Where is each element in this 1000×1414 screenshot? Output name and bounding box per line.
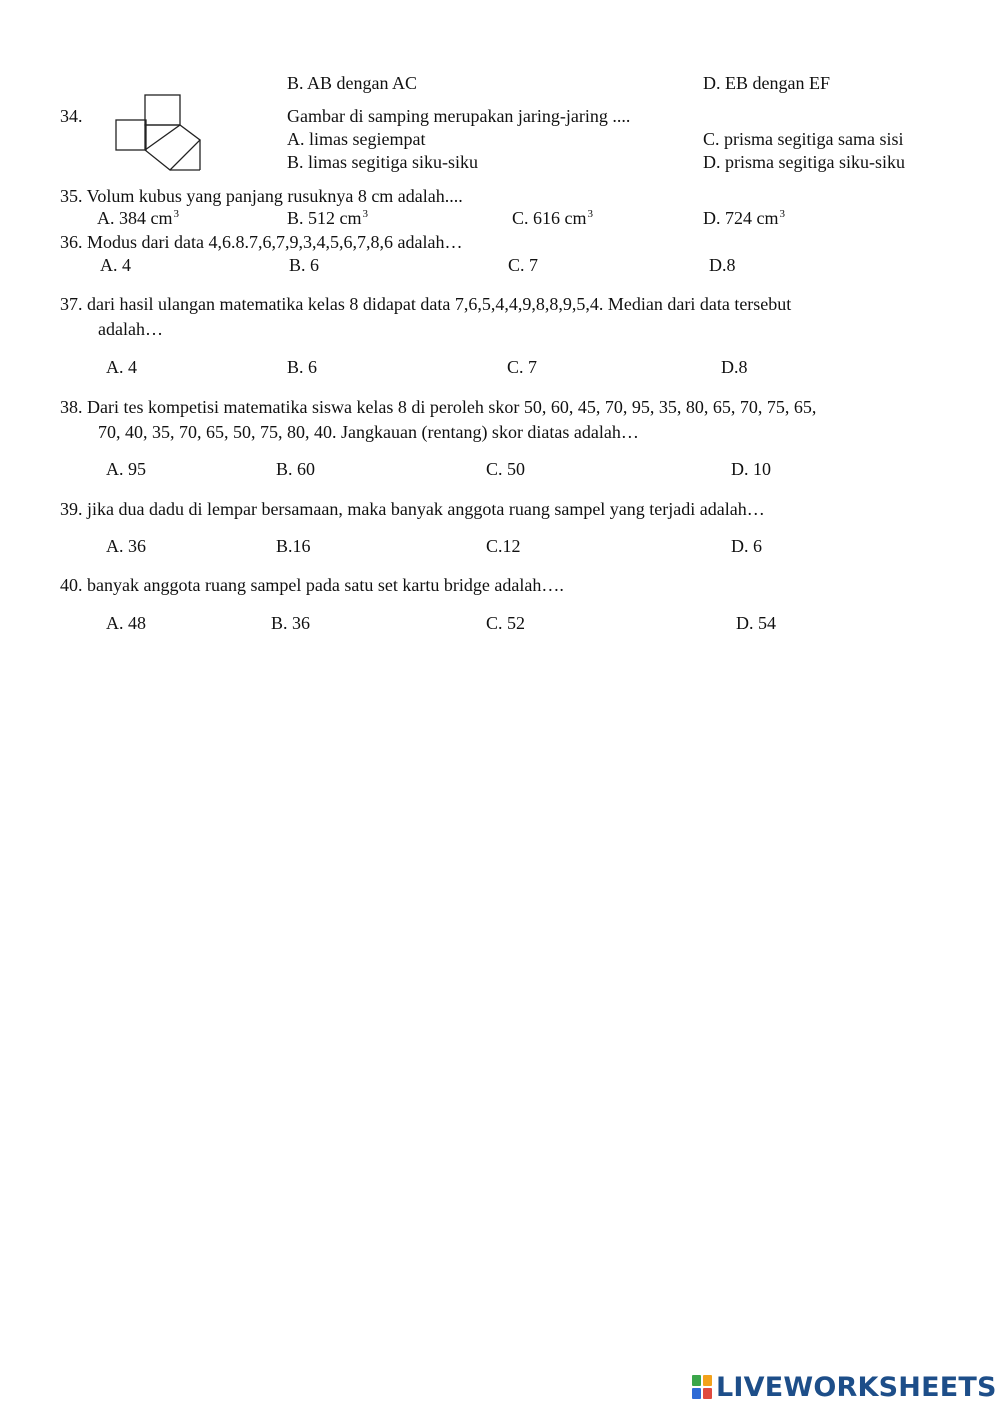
liveworksheets-logo [692, 1373, 997, 1401]
q36-option-b[interactable]: B. 6 [289, 255, 320, 275]
q33-option-b[interactable]: B. AB dengan AC [287, 73, 418, 93]
q35-question: 35. Volum kubus yang panjang rusuknya 8 cm adalah.... [60, 186, 463, 206]
q37-option-a[interactable]: A. 4 [106, 357, 137, 377]
q36-question: 36. Modus dari data 4,6.8.7,6,7,9,3,4,5,6,7,8,6 adalah… [60, 232, 463, 252]
q39-option-c[interactable]: C.12 [486, 536, 521, 556]
q37-question-line1: 37. dari hasil ulangan matematika kelas 8 didapat data 7,6,5,4,4,9,8,8,9,5,4. Median dari data tersebut [60, 294, 792, 314]
q39-option-d[interactable]: D. 6 [731, 536, 762, 556]
q37-option-c[interactable]: C. 7 [507, 357, 538, 377]
q38-option-b[interactable]: B. 60 [276, 459, 316, 479]
triangular-prism-net-icon [114, 92, 206, 174]
q39-option-b[interactable]: B.16 [276, 536, 311, 556]
q36-option-d[interactable]: D.8 [709, 255, 736, 275]
q35-option-a-label: A. 384 cm [97, 208, 173, 228]
q37-option-d[interactable]: D.8 [721, 357, 748, 377]
q35-option-b[interactable] [287, 209, 368, 227]
q35-option-a[interactable] [97, 209, 179, 227]
q34-option-b[interactable]: B. limas segitiga siku-siku [287, 152, 478, 172]
q39-question: 39. jika dua dadu di lempar bersamaan, maka banyak anggota ruang sampel yang terjadi adalah… [60, 499, 765, 519]
q40-option-b[interactable]: B. 36 [271, 613, 311, 633]
q38-question-line2: 70, 40, 35, 70, 65, 50, 75, 80, 40. Jangkauan (rentang) skor diatas adalah… [98, 422, 639, 442]
q38-option-d[interactable]: D. 10 [731, 459, 771, 479]
q34-number: 34. [60, 106, 83, 126]
q35-option-b-exponent: 3 [362, 208, 368, 220]
q40-option-c[interactable]: C. 52 [486, 613, 526, 633]
q33-option-d[interactable]: D. EB dengan EF [703, 73, 830, 93]
liveworksheets-logo-icon [692, 1373, 712, 1401]
q34-option-c[interactable]: C. prisma segitiga sama sisi [703, 129, 904, 149]
q37-question-line2: adalah… [98, 319, 163, 339]
q35-option-a-exponent: 3 [173, 208, 179, 220]
q34-option-a[interactable]: A. limas segiempat [287, 129, 426, 149]
q36-option-a[interactable]: A. 4 [100, 255, 131, 275]
q37-option-b[interactable]: B. 6 [287, 357, 318, 377]
q34-option-d[interactable]: D. prisma segitiga siku-siku [703, 152, 905, 172]
q40-option-a[interactable]: A. 48 [106, 613, 146, 633]
q40-option-d[interactable]: D. 54 [736, 613, 776, 633]
q34-question: Gambar di samping merupakan jaring-jaring .... [287, 106, 631, 126]
q35-option-d-label: D. 724 cm [703, 208, 779, 228]
q38-option-a[interactable]: A. 95 [106, 459, 146, 479]
q38-question-line1: 38. Dari tes kompetisi matematika siswa kelas 8 di peroleh skor 50, 60, 45, 70, 95, 35, 80, 65, 70, 75, 65, [60, 397, 817, 417]
q35-option-b-label: B. 512 cm [287, 208, 362, 228]
q35-option-c-exponent: 3 [587, 208, 593, 220]
q38-option-c[interactable]: C. 50 [486, 459, 526, 479]
q35-option-d[interactable] [703, 209, 785, 227]
q35-option-c[interactable] [512, 209, 593, 227]
q39-option-a[interactable]: A. 36 [106, 536, 146, 556]
q36-option-c[interactable]: C. 7 [508, 255, 539, 275]
q35-option-d-exponent: 3 [779, 208, 785, 220]
q40-question: 40. banyak anggota ruang sampel pada satu set kartu bridge adalah…. [60, 575, 564, 595]
q35-option-c-label: C. 616 cm [512, 208, 587, 228]
liveworksheets-logo-text: LIVEWORKSHEETS [716, 1371, 997, 1403]
